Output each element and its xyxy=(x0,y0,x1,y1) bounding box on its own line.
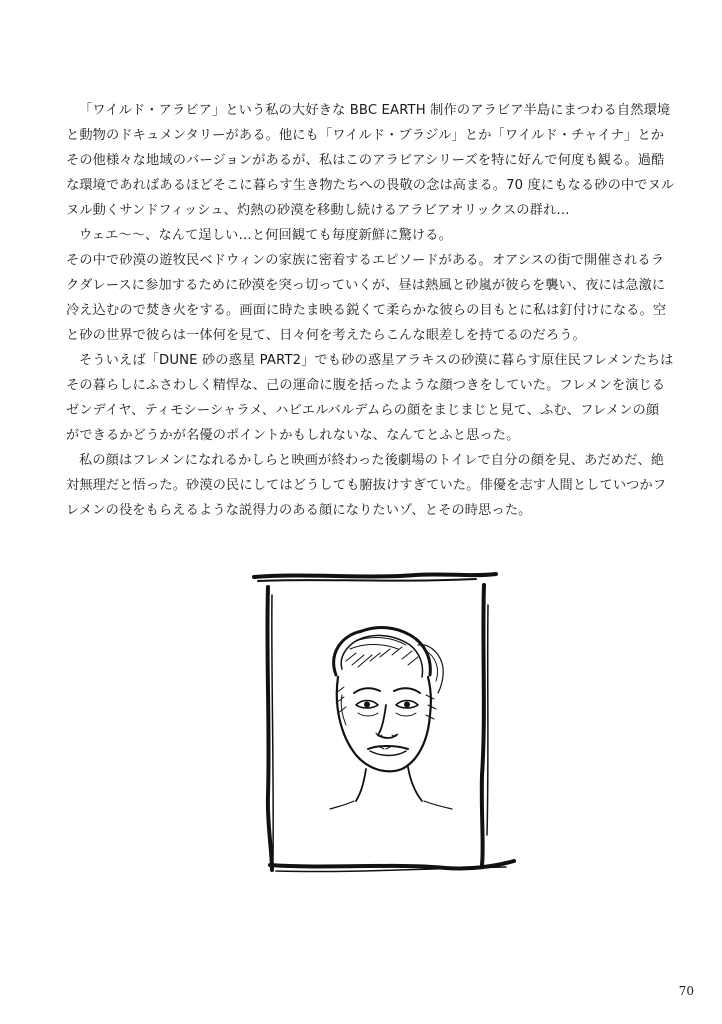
text-line: ゼンデイヤ、ティモシーシャラメ、ハビエルバルデムらの顔をまじまじと見て、ふむ、フレメンの顔 xyxy=(66,403,660,418)
text-line: 私の顔はフレメンになれるかしらと映画が終わった後劇場のトイレで自分の顔を見、あだめだ、絶 xyxy=(79,453,665,468)
text-line: な環境であればあるほどそこに暮らす生き物たちへの畏敬の念は高まる。70 度にもなる砂の中でヌル xyxy=(66,178,675,193)
text-line: ヌル動くサンドフィッシュ、灼熱の砂漠を移動し続けるアラビアオリックスの群れ… xyxy=(66,203,570,218)
page-number: 70 xyxy=(678,984,694,998)
text-line: その中で砂漠の遊牧民ベドウィンの家族に密着するエピソードがある。オアシスの街で開催されるラ xyxy=(66,253,665,268)
text-line: と動物のドキュメンタリーがある。他にも「ワイルド・ブラジル」とか「ワイルド・チャイナ」とか xyxy=(66,128,665,143)
text-line: その他様々な地域のバージョンがあるが、私はこのアラビアシリーズを特に好んで何度も観る。過酷 xyxy=(66,153,665,168)
text-line: そういえば「DUNE 砂の惑星 PART2」でも砂の惑星アラキスの砂漠に暮らす原住民フレメンたちは xyxy=(79,353,674,368)
face-sketch xyxy=(330,628,452,809)
text-line: 対無理だと悟った。砂漠の民にしてはどうしても腑抜けすぎていた。俳優を志す人間としていつかフ xyxy=(66,478,667,493)
text-line: ウェエ〜〜、なんて逞しい…と何回観ても毎度新鮮に驚ける。 xyxy=(79,228,452,243)
text-line: ができるかどうかが名優のポイントかもしれないな、なんてとふと思った。 xyxy=(66,428,520,443)
text-line: 「ワイルド・アラビア」という私の大好きな BBC EARTH 制作のアラビア半島にまつわる自然環境 xyxy=(79,103,671,118)
text-line: その暮らしにふさわしく精悍な、己の運命に腹を括ったような顔つきをしていた。フレメンを演じる xyxy=(66,378,666,393)
text-line: クダレースに参加するために砂漠を突っ切っていくが、昼は熱風と砂嵐が彼らを襲い、夜には急激に xyxy=(66,278,666,293)
text-line: レメンの役をもらえるような説得力のある顔になりたいゾ、とその時思った。 xyxy=(66,503,532,518)
portrait-sketch-illustration xyxy=(246,565,526,885)
sketch-frame xyxy=(254,574,514,872)
essay-body xyxy=(66,98,675,523)
text-line: と砂の世界で彼らは一体何を見て、日々何を考えたらこんな眼差しを持てるのだろう。 xyxy=(66,328,586,343)
text-line: 冷え込むので焚き火をする。画面に時たま映る鋭くて柔らかな彼らの目もとに私は釘付けになる。空 xyxy=(66,303,667,318)
